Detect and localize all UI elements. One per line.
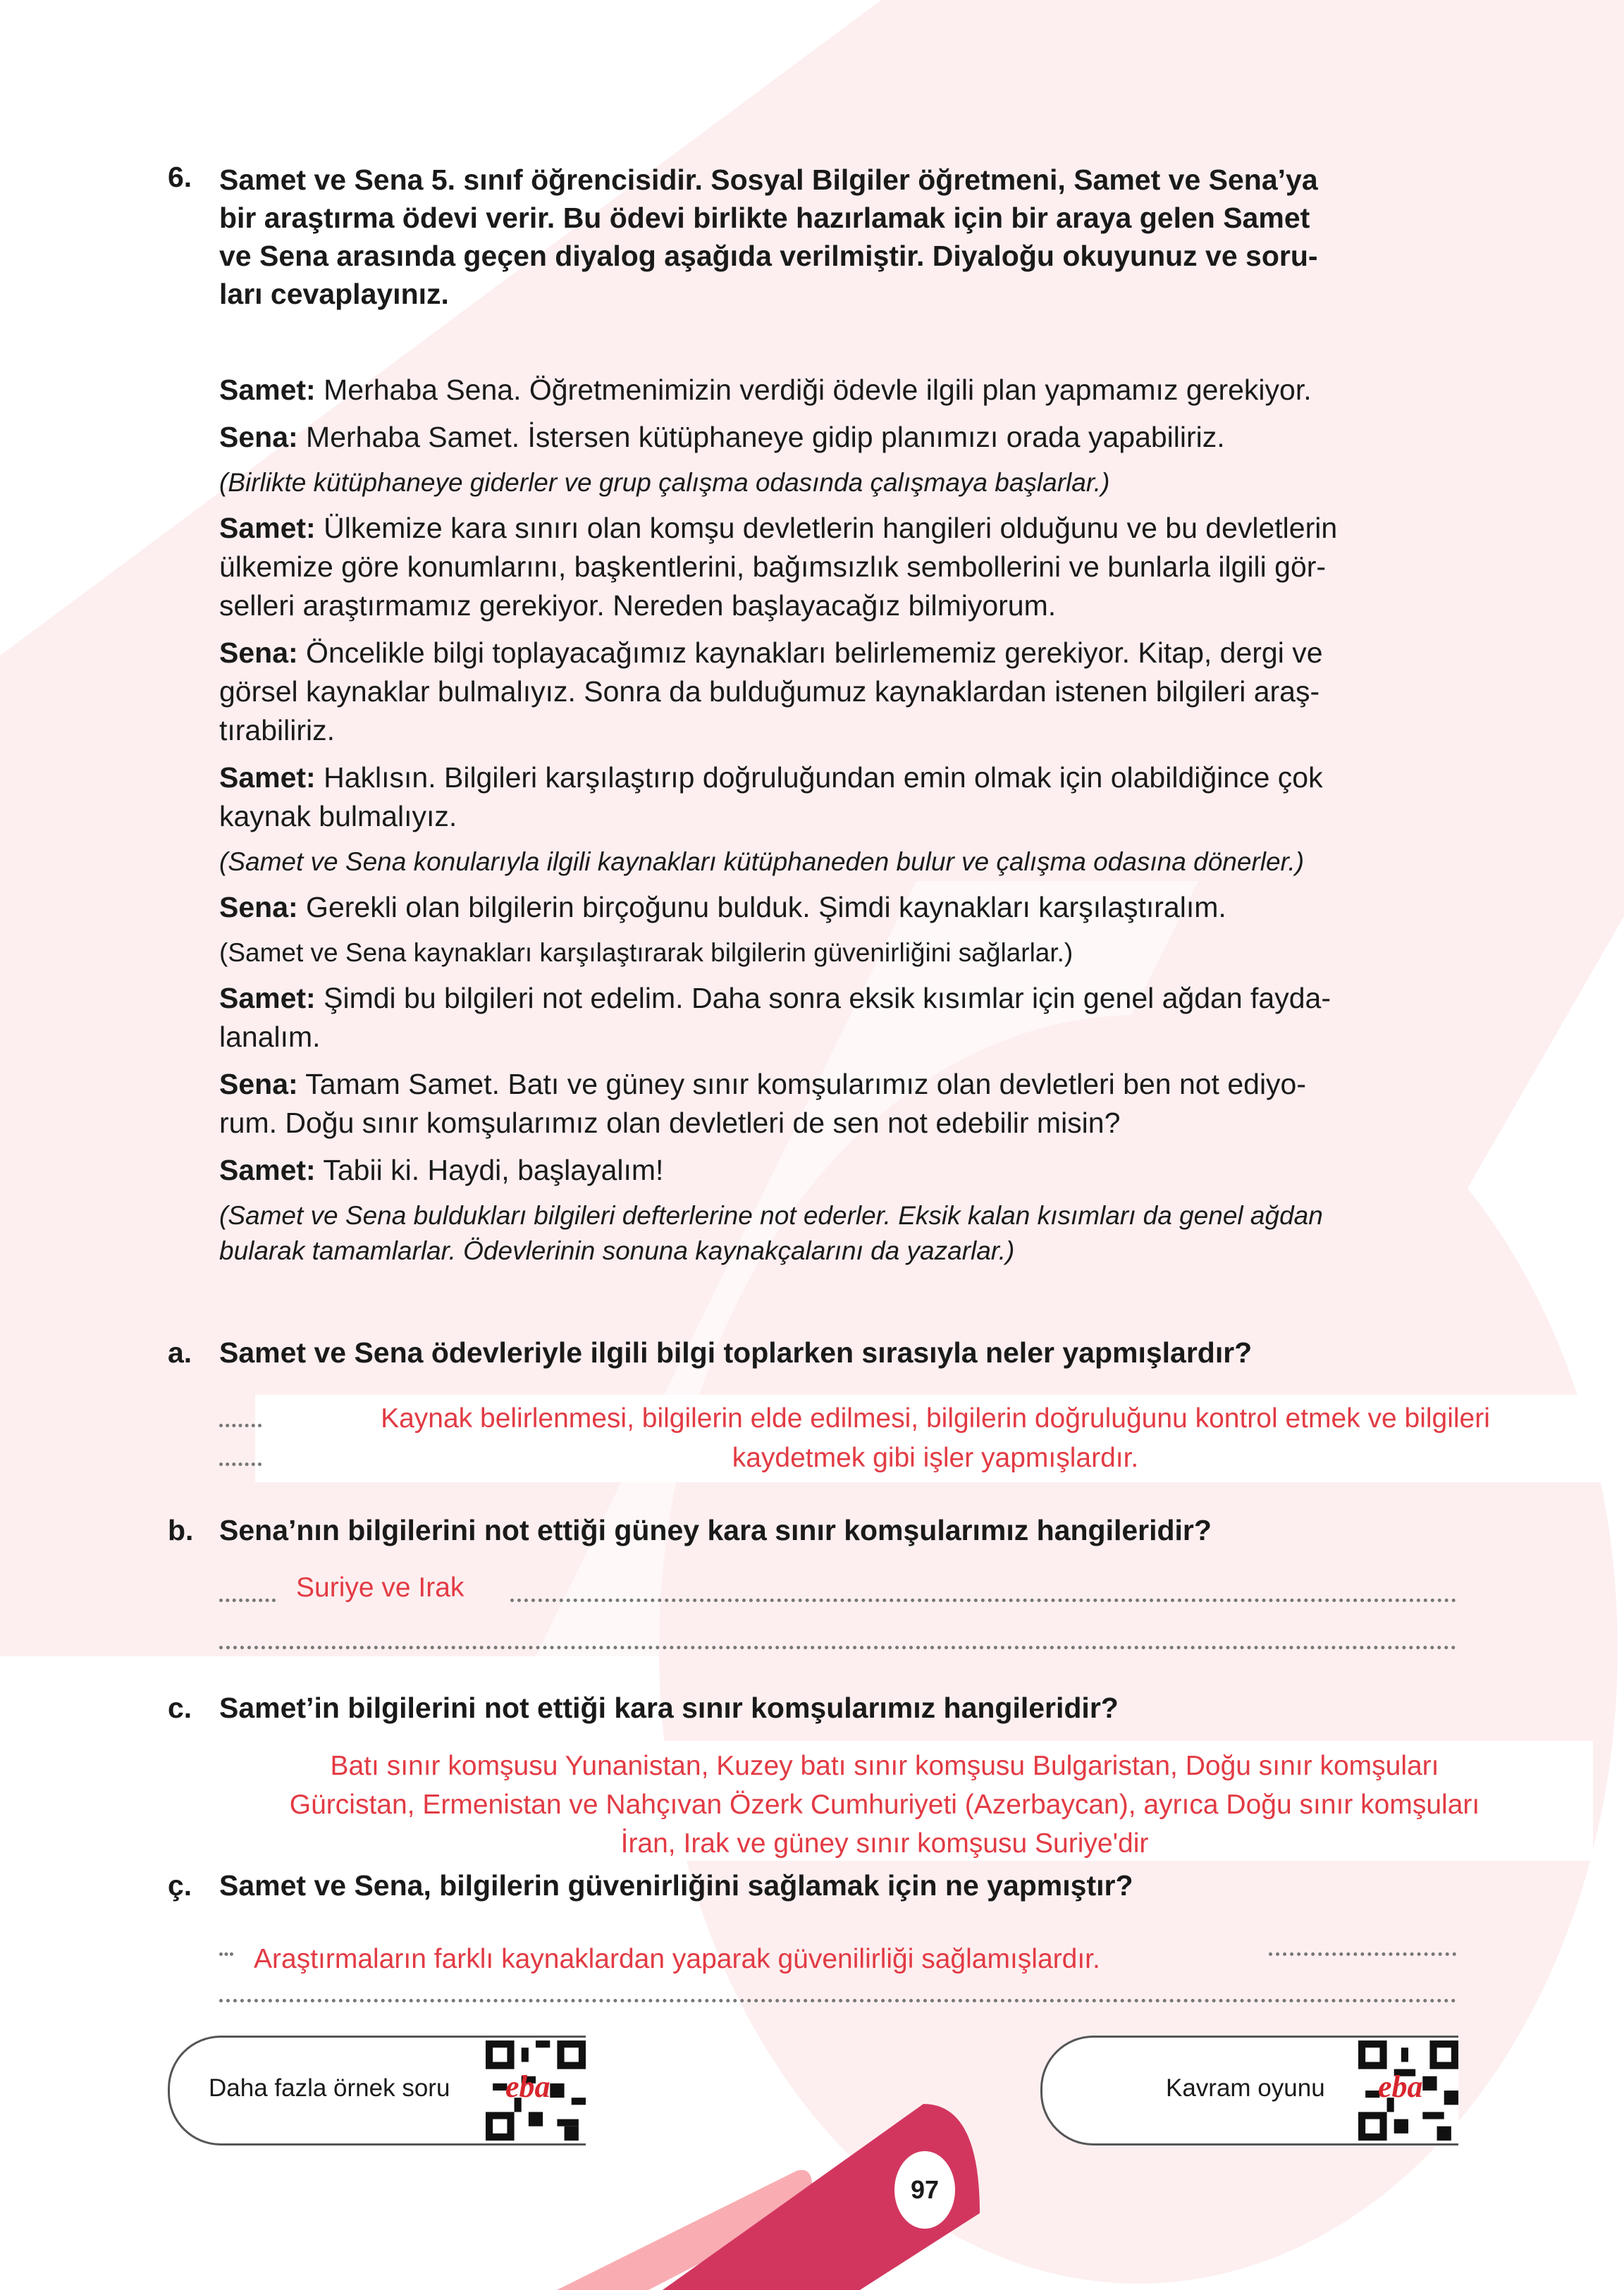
dialogue-line [219,1018,1460,1057]
dialogue-line [219,935,1460,971]
dialogue-entry [219,1065,1460,1143]
question-line: ları cevaplayınız. [219,278,449,310]
dialogue-line [219,548,1460,586]
dialogue-line [219,634,1460,672]
speaker-name: Samet: [219,982,316,1014]
subquestion-c-text: Samet’in bilgilerini not ettiği kara sınır komşularımız hangileridir? [219,1692,1119,1724]
subquestion-a-label: a. [168,1336,192,1369]
answer-line [1269,1952,1456,1956]
more-questions-label: Daha fazla örnek soru [209,2074,450,2102]
dialogue-text: (Samet ve Sena kaynakları karşılaştırarak bilgilerin güvenirliğini sağlarlar.) [219,938,1074,967]
concept-game-box[interactable] [1040,2036,1458,2146]
dialogue-entry [219,634,1460,750]
dialogue-line [219,465,1460,500]
speaker-name: Sena: [219,636,298,669]
speaker-name: Samet: [219,512,316,544]
speaker-name: Sena: [219,891,298,923]
dialogue-line [219,844,1460,880]
dialogue-line [219,711,1460,750]
dialogue-line [219,371,1460,410]
dialogue-text: Merhaba Samet. İstersen kütüphaneye gidip planımızı orada yapabiliriz. [297,421,1225,453]
answer-line [219,1999,1456,2002]
answer-c-cedilla[interactable]: Araştırmaların farklı kaynaklardan yaparak güvenilirliği sağlamışlardır. [254,1944,1100,1974]
answer-a-line-2[interactable]: kaydetmek gibi işler yapmışlardır. [732,1443,1139,1473]
dialogue-line [219,758,1460,797]
dialogue-line [219,888,1460,927]
dialogue-entry [219,509,1460,625]
subquestion-c-cedilla-text: Samet ve Sena, bilgilerin güvenirliğini sağlamak için ne yapmıştır? [219,1869,1133,1902]
answer-line [219,1646,1456,1649]
dialogue-text: Merhaba Sena. Öğretmenimizin verdiği ödevle ilgili plan yapmamız gerekiyor. [315,374,1312,406]
dialogue-line [219,979,1460,1018]
question-line: ve Sena arasında geçen diyalog aşağıda verilmiştir. Diyaloğu okuyunuz ve soru- [219,240,1318,272]
subquestion-a-text: Samet ve Sena ödevleriyle ilgili bilgi toplarken sırasıyla neler yapmışlardır? [219,1336,1253,1369]
answer-c-line-3[interactable]: İran, Irak ve güney sınır komşusu Suriye'dir [620,1828,1149,1859]
dialogue-text: Tabii ki. Haydi, başlayalım! [315,1154,664,1186]
dialogue-text: tırabiliriz. [219,714,336,746]
dialogue-text: görsel kaynaklar bulmalıyız. Sonra da bulduğumuz kaynaklardan istenen bilgileri araş- [219,675,1320,708]
dialogue-line [219,1198,1460,1233]
stage-direction [219,1198,1460,1269]
dialogue-entry [219,371,1460,410]
dialogue-text: ülkemize göre konumlarını, başkentlerini, bağımsızlık sembollerini ve bunlarla ilgili gör- [219,550,1327,583]
speaker-name: Samet: [219,374,316,406]
speaker-name: Samet: [219,1154,316,1186]
page-number: 97 [894,2151,955,2229]
dialogue-text: Şimdi bu bilgileri not edelim. Daha sonra eksik kısımlar için genel ağdan fayda- [315,982,1331,1014]
speaker-name: Sena: [219,1068,298,1100]
answer-line [219,1952,233,1956]
answer-c-line-2[interactable]: Gürcistan, Ermenistan ve Nahçıvan Özerk Cumhuriyeti (Azerbaycan), ayrıca Doğu sınır komşuları [289,1790,1480,1820]
dialogue-text: rum. Doğu sınır komşularımız olan devletleri de sen not edebilir misin? [219,1107,1121,1139]
stage-direction [219,844,1460,880]
dialogue-text: Gerekli olan bilgilerin birçoğunu bulduk. Şimdi kaynakları karşılaştıralım. [297,891,1226,923]
more-questions-box[interactable] [168,2036,586,2146]
dialogue-line [219,1233,1460,1269]
dialogue-text: (Samet ve Sena buldukları bilgileri defterlerine not ederler. Eksik kalan kısımları da genel ağdan [219,1201,1323,1230]
subquestion-b-text: Sena’nın bilgilerini not ettiği güney kara sınır komşularımız hangileridir? [219,1514,1212,1546]
dialogue-text: (Samet ve Sena konularıyla ilgili kaynakları kütüphaneden bulur ve çalışma odasına dönerler.) [219,847,1305,876]
dialogue-text: (Birlikte kütüphaneye giderler ve grup çalışma odasında çalışmaya başlarlar.) [219,468,1110,497]
question-line: Samet ve Sena 5. sınıf öğrencisidir. Sosyal Bilgiler öğretmeni, Samet ve Sena’ya [219,164,1318,196]
answer-c-line-1[interactable]: Batı sınır komşusu Yunanistan, Kuzey batı sınır komşusu Bulgaristan, Doğu sınır komşuları [330,1751,1439,1781]
dialogue-text: bularak tamamlarlar. Ödevlerinin sonuna kaynakçalarını da yazarlar.) [219,1236,1015,1265]
dialogue-entry [219,758,1460,836]
dialogue-text: kaynak bulmalıyız. [219,800,457,832]
subquestion-c-cedilla-label: ç. [168,1869,192,1902]
answer-a-line-1[interactable]: Kaynak belirlenmesi, bilgilerin elde edilmesi, bilgilerin doğruluğunu kontrol etmek ve bilgileri [381,1403,1490,1434]
dialogue-text: Haklısın. Bilgileri karşılaştırıp doğruluğundan emin olmak için olabildiğince çok [315,761,1323,794]
dialogue-line [219,418,1460,457]
dialogue [219,371,1460,1277]
dialogue-entry [219,1151,1460,1190]
dialogue-text: Öncelikle bilgi toplayacağımız kaynakları belirlememiz gerekiyor. Kitap, dergi ve [297,636,1323,669]
stage-direction [219,935,1460,971]
answer-line [219,1599,276,1602]
speaker-name: Samet: [219,761,316,794]
eba-logo: eba [1378,2069,1423,2104]
question-number: 6. [168,161,192,193]
dialogue-line [219,1104,1460,1143]
stage-direction [219,465,1460,500]
dialogue-text: Tamam Samet. Batı ve güney sınır komşularımız olan devletleri ben not ediyo- [297,1068,1307,1100]
dialogue-line [219,509,1460,548]
dialogue-entry [219,418,1460,457]
answer-line [510,1599,1456,1602]
dialogue-text: lanalım. [219,1021,321,1053]
question-line: bir araştırma ödevi verir. Bu ödevi birlikte hazırlamak için bir araya gelen Samet [219,202,1310,234]
dialogue-entry [219,888,1460,927]
dialogue-text: selleri araştırmamız gerekiyor. Nereden başlayacağız bilmiyorum. [219,589,1057,622]
subquestion-c-label: c. [168,1692,192,1724]
concept-game-label: Kavram oyunu [1166,2074,1325,2102]
dialogue-line [219,672,1460,711]
answer-b[interactable]: Suriye ve Irak [296,1572,465,1603]
dialogue-text: Ülkemize kara sınırı olan komşu devletlerin hangileri olduğunu ve bu devletlerin [315,512,1338,544]
dialogue-line [219,1151,1460,1190]
subquestion-b-label: b. [168,1514,194,1546]
qr-code-icon[interactable] [486,2040,586,2141]
dialogue-line [219,1065,1460,1104]
question-prompt [219,161,1318,313]
qr-code-icon[interactable] [1358,2040,1458,2141]
dialogue-entry [219,979,1460,1057]
speaker-name: Sena: [219,421,298,453]
dialogue-line [219,586,1460,625]
eba-logo: eba [505,2069,550,2104]
dialogue-line [219,797,1460,836]
